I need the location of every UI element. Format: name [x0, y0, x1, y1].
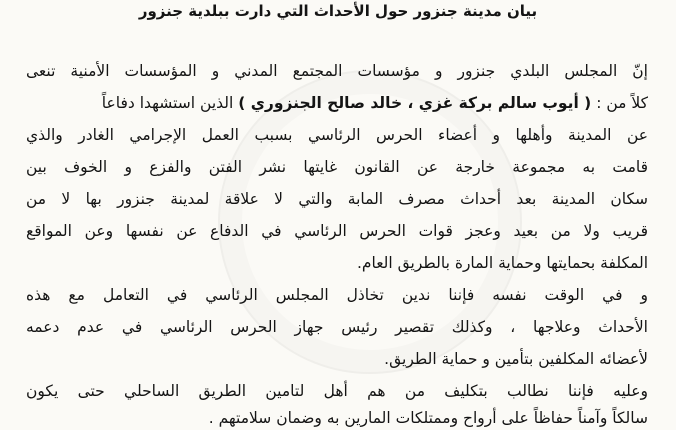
text-line-4: قامت به مجموعة خارجة عن القانون غايتها نشر الفتن والفزع و الخوف بين: [26, 158, 648, 176]
text-line-2-suffix: الذين استشهدا دفاعاً: [101, 94, 234, 112]
martyrs-names: ( أيوب سالم بركة غزي ، خالد صالح الجنزوري ): [238, 94, 592, 112]
text-line-6: قريب ولا من بعيد وعجز قوات الحرس الرئاسي في الدفاع عن نفسها وعن المواقع: [26, 222, 648, 240]
document-title: بيان مدينة جنزور حول الأحداث التي دارت ببلدية جنزور: [138, 2, 538, 20]
text-line-9: الأحداث وعلاجها ، وكذلك تقصير رئيس جهاز الحرس الرئاسي في عدم دعمه: [26, 318, 648, 336]
text-line-12: سالكاً وآمناً حفاظاً على أرواح وممتلكات المارين به وضمان سلامتهم .: [208, 409, 648, 427]
text-line-5: سكان المدينة بعد أحداث مصرف المابة والتي لا علاقة لمدينة جنزور بها لا من: [26, 190, 648, 208]
text-line-2-prefix: كلاً من :: [596, 94, 648, 112]
text-line-8: و في الوقت نفسه فإننا ندين تخاذل المجلس الرئاسي في التعامل مع هذه: [26, 286, 648, 304]
text-line-2: [26, 91, 648, 115]
text-line-1: إنّ المجلس البلدي جنزور و مؤسسات المجتمع المدني و المؤسسات الأمنية تنعى: [26, 62, 648, 80]
text-line-11: وعليه فإننا نطالب بتكليف من هم أهل لتامين الطريق الساحلي حتى يكون: [26, 382, 648, 400]
text-line-10: لأعضائه المكلفين بتأمين و حماية الطريق.: [384, 350, 648, 368]
text-line-3: عن المدينة وأهلها و أعضاء الحرس الرئاسي بسبب العمل الإجرامي الغادر والذي: [26, 126, 648, 144]
text-line-7: المكلفة بحمايتها وحماية المارة بالطريق العام.: [356, 254, 648, 272]
